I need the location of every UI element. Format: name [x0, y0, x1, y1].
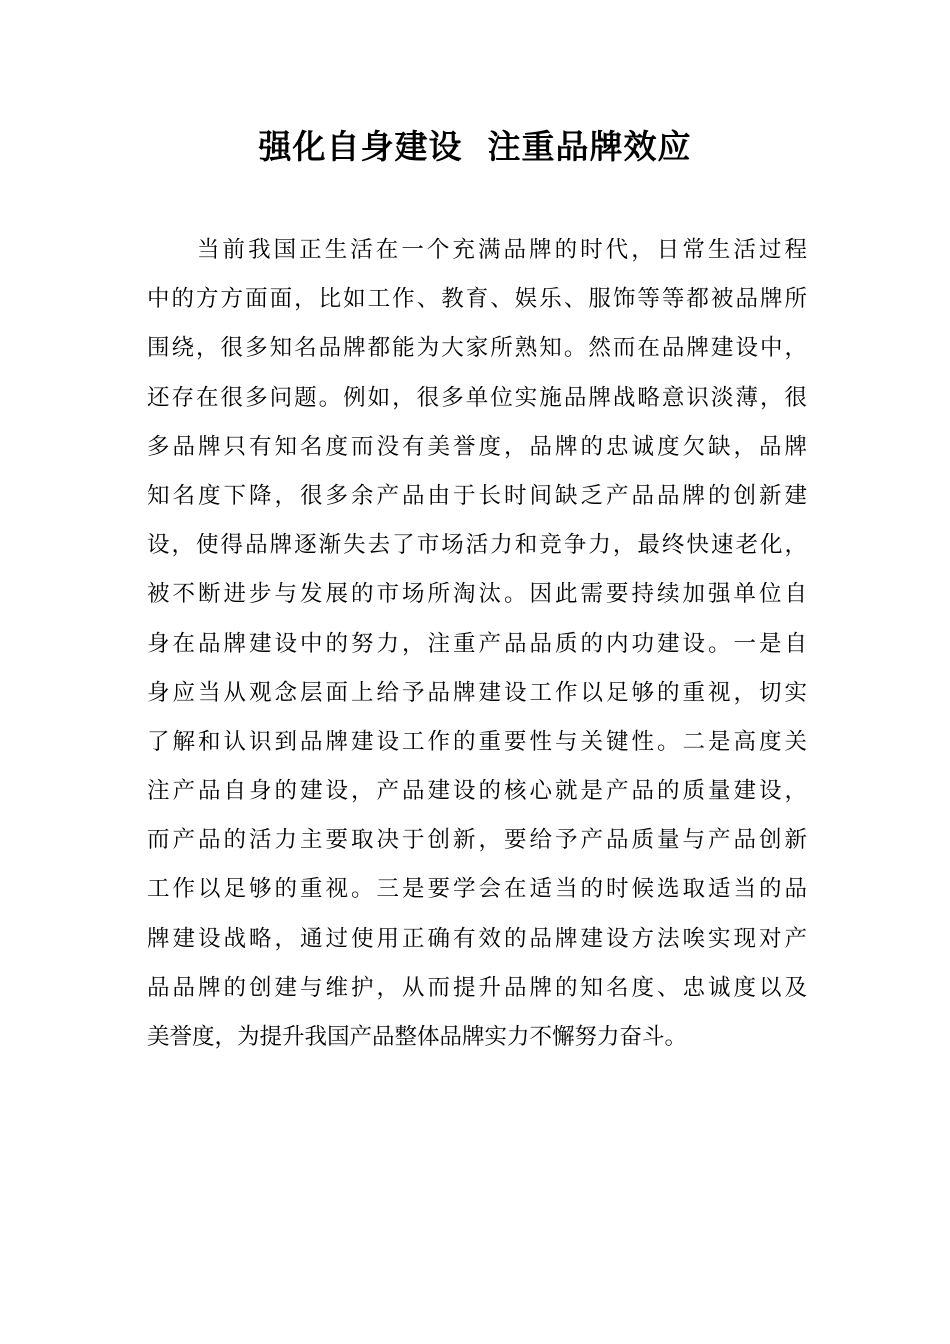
- paragraph-line: 设，使得品牌逐渐失去了市场活力和竞争力，最终快速老化，: [147, 532, 807, 559]
- paragraph-line: 牌建设战略，通过使用正确有效的品牌建设方法唉实现对产: [147, 925, 807, 952]
- paragraph-line: 多品牌只有知名度而没有美誉度，品牌的忠诚度欠缺，品牌: [147, 433, 807, 460]
- paragraph-line: 身应当从观念层面上给予品牌建设工作以足够的重视，切实: [147, 679, 807, 706]
- paragraph-line: 知名度下降，很多余产品由于长时间缺乏产品品牌的创新建: [147, 482, 807, 509]
- paragraph-line: 中的方方面面，比如工作、教育、娱乐、服饰等等都被品牌所: [147, 286, 807, 313]
- body-paragraph: [147, 226, 807, 1062]
- paragraph-line: 了解和认识到品牌建设工作的重要性与关键性。二是高度关: [147, 728, 807, 755]
- paragraph-line: 而产品的活力主要取决于创新，要给予产品质量与产品创新: [147, 827, 807, 854]
- paragraph-line: 身在品牌建设中的努力，注重产品品质的内功建设。一是自: [147, 630, 807, 657]
- paragraph-line: 当前我国正生活在一个充满品牌的时代，日常生活过程: [197, 237, 807, 263]
- paragraph-line: 还存在很多问题。例如，很多单位实施品牌战略意识淡薄，很: [147, 384, 807, 411]
- paragraph-line: 品品牌的创建与维护，从而提升品牌的知名度、忠诚度以及: [147, 974, 807, 1001]
- paragraph-line: 工作以足够的重视。三是要学会在适当的时候选取适当的品: [147, 876, 807, 903]
- paragraph-line: 围绕，很多知名品牌都能为大家所熟知。然而在品牌建设中，: [147, 335, 807, 362]
- document-title: 强化自身建设 注重品牌效应: [258, 127, 692, 166]
- paragraph-line: 注产品自身的建设，产品建设的核心就是产品的质量建设，: [147, 778, 807, 805]
- paragraph-line: 被不断进步与发展的市场所淘汰。因此需要持续加强单位自: [147, 581, 807, 608]
- paragraph-line: 美誉度，为提升我国产品整体品牌实力不懈努力奋斗。: [147, 1024, 688, 1050]
